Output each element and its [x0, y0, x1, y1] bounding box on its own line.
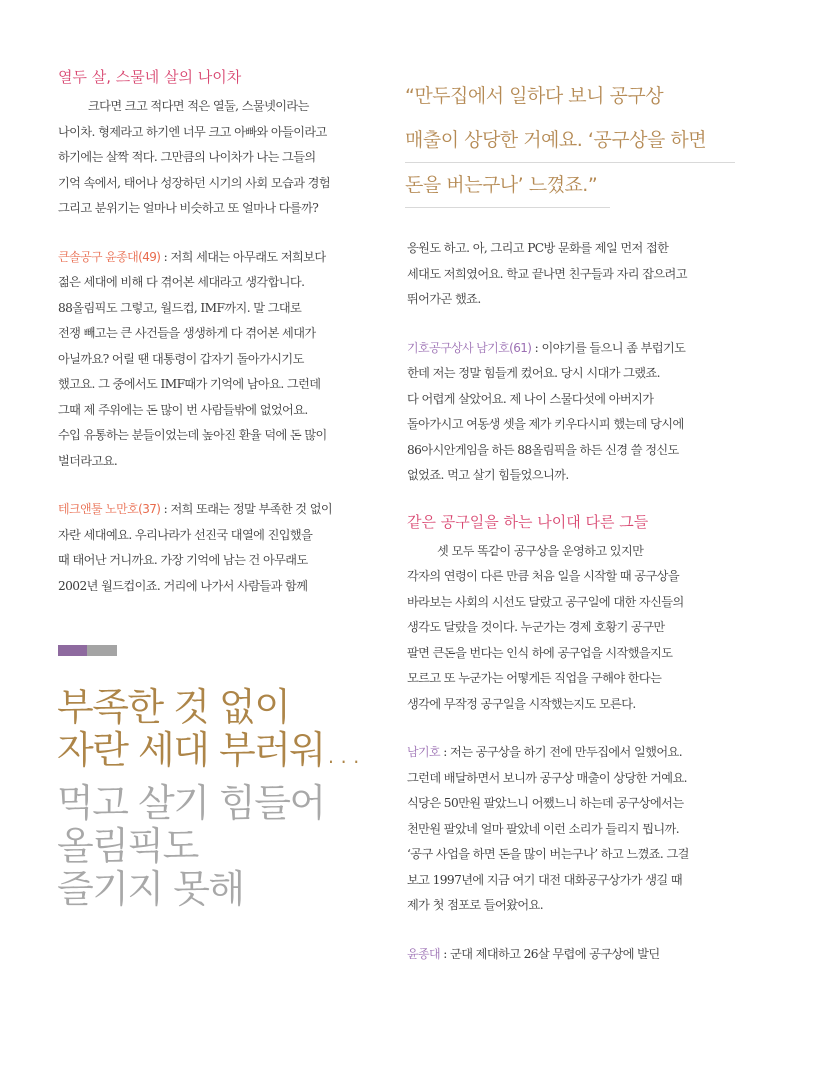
section-title-same-trade: 같은 공구일을 하는 나이대 다른 그들 — [407, 512, 649, 531]
interview-paragraph-yoon — [58, 245, 376, 475]
section-title-age-gap: 열두 살, 스물네 살의 나이차 — [58, 68, 242, 86]
pull-quote-line: 매출이 상당한 거예요. ‘공구상을 하면 — [405, 118, 735, 163]
interview-text: : 저는 공구상을 하기 전에 만두집에서 일했어요. 그런데 배달하면서 보니까 공구상 매출이 상당한 거예요. 식당은 50만원 팔았느니 어쨌느니 하는데 공구상에서는 천만원 팔았네 얼마 팔았네 이런 소리가 들리지 뭡니까. ‘공구 사업을 하면 돈을 많이 버는구나’ 하고 느꼈죠. 그걸 보고 1997년에 지금 여기 대전 대화공구상가가 생길 때 제가 첫 점포로 들어왔어요. — [407, 745, 689, 912]
left-column — [58, 66, 376, 599]
accent-bar-purple — [58, 645, 87, 656]
interview-paragraph-noh — [58, 497, 376, 599]
headline-sub-line: 올림픽도 — [57, 824, 198, 868]
pull-quote — [405, 74, 735, 208]
right-column — [407, 236, 737, 967]
speaker-name: 윤종대 — [407, 946, 440, 961]
interview-continuation: 응원도 하고. 아, 그리고 PC방 문화를 제일 먼저 접한 세대도 저희였어요. 학교 끝나면 친구들과 자리 잡으려고 뛰어가곤 했죠. — [407, 241, 687, 306]
interview-text: : 저희 또래는 정말 부족한 것 없이 자란 세대예요. 우리나라가 선진국 대열에 진입했을 때 태어난 거니까요. 가장 기억에 남는 건 아무래도 2002년 월드컵이죠. 거리에 나가서 사람들과 함께 — [58, 502, 333, 593]
interview-paragraph-yoon-2 — [407, 942, 737, 968]
pull-quote-line: “만두집에서 일하다 보니 공구상 — [405, 85, 664, 107]
headline-sub-line: 먹고 살기 힘들어 — [57, 781, 325, 825]
speaker-name: 기호공구상사 남기호(61) — [407, 340, 532, 355]
headline-main-line: 자란 세대 부러워… — [57, 728, 362, 772]
speaker-name: 남기호 — [407, 745, 440, 759]
section-intro-paragraph: 크다면 크고 적다면 적은 열둘, 스물넷이라는 나이차. 형제라고 하기엔 너무 크고 아빠와 아들이라고 하기에는 살짝 적다. 그만큼의 나이차가 나는 그들의 기억 속에서, 태어나 성장하던 시기의 사회 모습과 경험 그리고 분위기는 얼마나 비슷하고 또 얼마나 다를까? — [58, 99, 331, 215]
pull-quote-line: 돈을 버는구나’ 느꼈죠.” — [405, 163, 610, 208]
interview-paragraph-nam — [407, 336, 737, 489]
interview-paragraph-nam-2 — [407, 740, 737, 919]
interview-text: : 이야기를 들으니 좀 부럽기도 한데 저는 정말 힘들게 컸어요. 당시 시대가 그랬죠. 다 어렵게 살았어요. 제 나이 스물다섯에 아버지가 돌아가시고 여동생 셋을 제가 키우다시피 했는데 당시에 86아시안게임을 하든 88올림픽을 하든 신경 쓸 정신도 없었죠. 먹고 살기 힘들었으니까. — [407, 340, 686, 482]
section-intro-paragraph: 셋 모두 똑같이 공구상을 운영하고 있지만 각자의 연령이 다른 만큼 처음 일을 시작할 때 공구상을 바라보는 사회의 시선도 달랐고 공구일에 대한 자신들의 생각도 달랐을 것이다. 누군가는 경제 호황기 공구만 팔면 큰돈을 번다는 인식 하에 공구업을 시작했을지도 모르고 또 누군가는 어떻게든 직업을 구해야 한다는 생각에 무작정 공구일을 시작했는지도 모른다. — [407, 543, 684, 711]
headline-main-line: 부족한 것 없이 — [57, 685, 290, 729]
speaker-name: 테크앤툴 노만호(37) — [58, 502, 161, 516]
headline-block — [57, 686, 397, 911]
speaker-name: 큰솔공구 윤종대(49) — [58, 249, 161, 264]
interview-text: : 군대 제대하고 26살 무렵에 공구상에 발딘 — [439, 946, 660, 961]
headline-sub-line: 즐기지 못해 — [57, 867, 244, 911]
interview-text: : 저희 세대는 아무래도 저희보다 젊은 세대에 비해 다 겪어본 세대라고 생각합니다. 88올림픽도 그렇고, 월드컵, IMF까지. 말 그대로 전쟁 빼고는 큰 사건들을 생생하게 다 겪어본 세대가 아닐까요? 어릴 땐 대통령이 갑자기 돌아가시기도 했고요. 그 중에서도 IMF때가 기억에 남아요. 그런데 그때 제 주위에는 돈 많이 번 사람들밖에 없었어요. 수입 유통하는 분들이었는데 높아진 환율 덕에 돈 많이 벌더라고요. — [58, 249, 327, 468]
accent-bar-gray — [87, 645, 117, 656]
